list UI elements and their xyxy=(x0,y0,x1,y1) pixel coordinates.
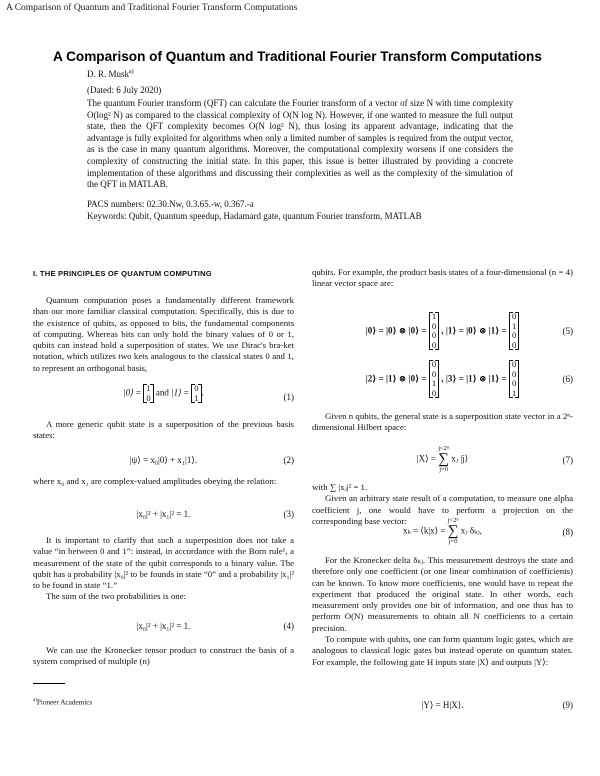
equation-7-number: (7) xyxy=(562,455,573,465)
equation-4 xyxy=(33,621,294,637)
equation-7-body xyxy=(312,445,573,474)
equation-1 xyxy=(33,384,294,412)
right-paragraph-4 xyxy=(312,555,573,668)
left-p1: Quantum computation poses a fundamentally different framework than our more familiar classical computation. Specifically, this is due to the existence of qubits, as opposed to bits, the fundamental components of computing. Whereas bits can only hold the binary values of 0 or 1, qubits can instead hold a superposition of states. We use Dirac's bra-ket notation, which utilizes two kets analogous to the classical states 0 and 1, to represent an orthogonal basis, xyxy=(33,295,294,373)
equation-3 xyxy=(33,509,294,525)
left-p2: A more generic qubit state is a superposition of the previous basis states: xyxy=(33,419,294,441)
right-p4: Given an arbitrary state result of a computation, to measure one alpha coefficient j, one would have to perform a projection on the corresponding base vector: xyxy=(312,493,573,526)
equation-4-body: |x₀|² + |x₁|² = 1. xyxy=(136,621,191,631)
keywords: Keywords: Qubit, Quantum speedup, Hadamard gate, quantum Fourier transform, MATLAB xyxy=(87,211,422,221)
eq6-right: , |3⟩ = |1⟩ ⊗ |1⟩ = xyxy=(441,373,507,384)
equation-5-body xyxy=(312,312,573,350)
equation-8-number: (8) xyxy=(562,527,573,537)
sum8-bottom: j=0 xyxy=(448,538,458,545)
equation-9-number: (9) xyxy=(562,700,573,710)
eq8-lhs: xₖ = ⟨k|x⟩ = xyxy=(402,525,446,536)
footnote-rule xyxy=(33,683,65,684)
pacs-numbers: PACS numbers: 02.30.Nw, 0.3.65.-w, 0.367.-a xyxy=(87,199,254,209)
equation-4-number: (4) xyxy=(283,621,294,631)
paper-title: A Comparison of Quantum and Traditional Fourier Transform Computations xyxy=(53,49,542,64)
abstract: The quantum Fourier transform (QFT) can calculate the Fourier transform of a vector of size N with time complexity O(log² N) as compared to the classical complexity of O(N log N). However, if one wanted to measure the full output state, then the QFT complexity becomes O(N log² N), thus losing its apparent advantage, indicating that the advantage is fully exploited for algorithms when only a limited number of samples is required from the output vector, as is the case in many quantum algorithms. Moreover, the computational complexity worsens if one considers the complexity of constructing the initial state. In this paper, this issue is better illustrated by providing a concrete implementation of these algorithms and discussing their complexities as well as the complexity of the simulation of the QFT in MATLAB. xyxy=(87,98,513,190)
right-p6: To compute with qubits, one can form quantum logic gates, which are analogous to classical logic gates but instead operate on quantum states. For example, the following gate H inputs state |X⟩ and outputs |Y⟩: xyxy=(312,634,573,667)
equation-9-body: |Y⟩ = H|X⟩. xyxy=(421,700,464,710)
left-p3: where x₀ and x₁ are complex-valued amplitudes obeying the relation: xyxy=(33,476,277,486)
footnote-mark: a) xyxy=(33,698,37,703)
equation-5 xyxy=(312,310,573,356)
author xyxy=(87,69,134,79)
equation-2-number: (2) xyxy=(283,455,294,465)
basis-3-vector: 0 0 0 1 xyxy=(509,360,519,398)
right-paragraph-1 xyxy=(312,267,573,290)
left-paragraph-1 xyxy=(33,295,294,374)
right-p2: Given n qubits, the general state is a superposition state vector in a 2ⁿ-dimensional Hilbert space: xyxy=(312,411,573,433)
running-head: A Comparison of Quantum and Traditional Fourier Transform Computations xyxy=(6,3,298,13)
footnote xyxy=(33,698,92,706)
left-p4: It is important to clarify that such a superposition does not take a value “in between 0 and 1”: instead, in accordance with the Born rule¹, a measurement of the state of the qubit corresponds to a binary value. The qubit has a probability |x₀|² to be founds in state “0” and a probability |x₁|² to be found in state “1.” xyxy=(33,535,294,591)
sum-symbol-8: j<2ⁿ ∑ j=0 xyxy=(447,517,459,545)
equation-3-body: |x₀|² + |x₁|² = 1. xyxy=(136,509,191,519)
eq7-rhs: xⱼ |j⟩ xyxy=(451,453,469,464)
ket1-vector: 0 1 xyxy=(191,384,201,403)
left-paragraph-2 xyxy=(33,419,294,442)
equation-6-body xyxy=(312,360,573,398)
equation-9 xyxy=(312,700,573,716)
right-p1: qubits. For example, the product basis states of a four-dimensional (n = 4) linear vector space are: xyxy=(312,267,573,289)
left-paragraph-5 xyxy=(33,645,294,668)
left-paragraph-4 xyxy=(33,535,294,603)
equation-1-mid: and xyxy=(155,387,169,398)
equation-7 xyxy=(312,445,573,477)
equation-8-body xyxy=(312,517,573,546)
equation-6-number: (6) xyxy=(562,374,573,384)
right-paragraph-2 xyxy=(312,411,573,434)
equation-8 xyxy=(312,517,573,549)
basis-1-vector: 0 1 0 0 xyxy=(509,312,519,350)
basis-2-vector: 0 0 1 0 xyxy=(429,360,439,398)
eq5-left: |0⟩ = |0⟩ ⊗ |0⟩ = xyxy=(365,325,427,336)
eq6-left: |2⟩ = |1⟩ ⊗ |0⟩ = xyxy=(365,373,427,384)
equation-3-number: (3) xyxy=(283,509,294,519)
left-p6: We can use the Kronecker tensor product to construct the basis of a system comprised of multiple (n) xyxy=(33,645,294,667)
date-line: (Dated: 6 July 2020) xyxy=(87,85,162,95)
eq5-right: , |1⟩ = |0⟩ ⊗ |1⟩ = xyxy=(441,325,507,336)
eq8-rhs: xⱼ δₖⱼ, xyxy=(460,525,483,536)
ket0-vector: 1 0 xyxy=(143,384,153,403)
right-p5: For the Kronecker delta δₖⱼ. This measurement destroys the state and therefore only one coefficient (or one linear combination of coefficients) can be known. To know more coefficients, one would have to repeat the experiment that produced the original state. In other words, each measurement only provides one bit of information, and one thus has to perform O(N) measurements to obtain all N coefficients to a certain precision. xyxy=(312,555,573,633)
equation-2 xyxy=(33,455,294,471)
equation-6 xyxy=(312,358,573,404)
equation-2-body: |ψ⟩ = x₀|0⟩ + x₁|1⟩. xyxy=(129,455,198,465)
right-p3: with ∑ |xⱼ|² = 1. xyxy=(312,482,368,492)
sum-symbol-7: j<2ⁿ ∑ j=0 xyxy=(438,445,449,473)
equation-1-number: (1) xyxy=(283,392,294,402)
author-mark: a) xyxy=(129,69,134,75)
sum8-top: j<2ⁿ xyxy=(447,517,459,524)
eq7-lhs: |X⟩ = xyxy=(416,453,436,464)
left-p5: The sum of the two probabilities is one: xyxy=(46,591,186,602)
equation-5-number: (5) xyxy=(562,326,573,336)
left-paragraph-3 xyxy=(33,476,294,487)
equation-1-body: |0⟩ = 1 0 and |1⟩ = 0 1 . xyxy=(123,383,204,403)
author-name: D. R. Musk xyxy=(87,69,130,79)
footnote-text: Pioneer Academics xyxy=(36,698,93,707)
section-heading: I. THE PRINCIPLES OF QUANTUM COMPUTING xyxy=(33,269,212,278)
sum7-bottom: j=0 xyxy=(439,466,448,473)
sum7-top: j<2ⁿ xyxy=(438,445,449,452)
basis-0-vector: 1 0 0 0 xyxy=(429,312,439,350)
